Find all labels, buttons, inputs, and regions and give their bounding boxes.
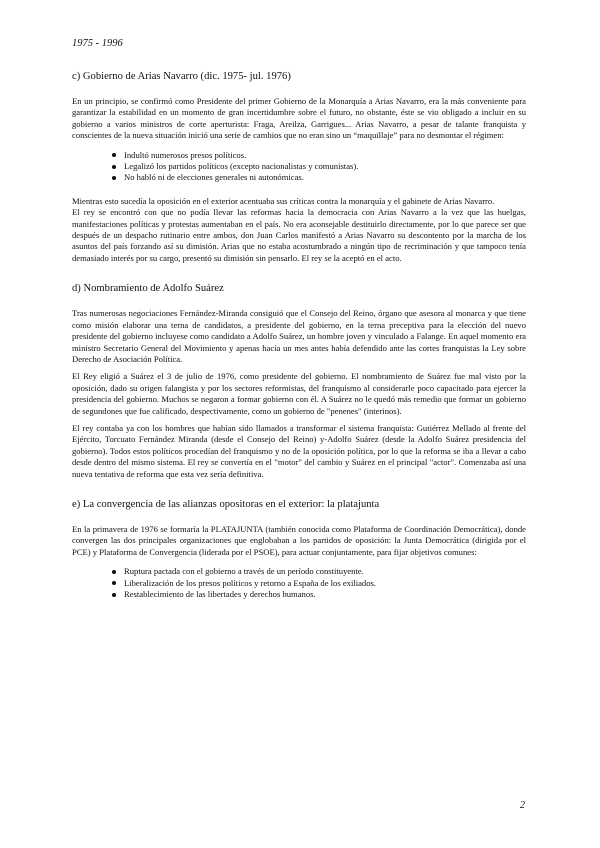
- list-item: No habló ni de elecciones generales ni autonómicas.: [112, 172, 526, 183]
- paragraph: Mientras esto sucedía la oposición en el exterior acentuaba sus críticas contra la monarquía y el gabinete de Arias Navarro.: [72, 195, 495, 206]
- list-item: Indultó numerosos presos políticos.: [112, 150, 526, 161]
- paragraph: En un principio, se confirmó como Presidente del primer Gobierno de la Monarquía a Arias Navarro, era la más conveniente para garantizar la estabilidad en un momento de gran incertidumbre sobre el futuro, no obstante, éste se vio obligado a incluir en su gobierno a varios ministros de corte aperturista: Fraga, Areilza, Garrigues... Arias Navarro, a pesar de talante franquista y conscientes de la nueva situación inició una serie de cambios que no eran sino un “maquillaje” para no desmontar el régimen:: [72, 96, 526, 141]
- list-item: Restablecimiento de las libertades y derechos humanos.: [112, 589, 526, 600]
- paragraph: Tras numerosas negociaciones Fernández-Miranda consiguió que el Consejo del Reino, órgano que asesora al monarca y que tiene como misión elaborar una terna de candidatos, a presidente del gobierno, en la terna preceptiva para la elección del nuevo presidente del gobierno incluyese como candidato a Adolfo Suárez, un hombre joven y vinculado a Falange. En aquel momento era ministro Secretario General del Movimiento y apenas hacía un mes antes había defendido ante las cortes franquistas la Ley sobre Derecho de Asociación Política.: [72, 308, 526, 364]
- list-item: Liberalización de los presos políticos y retorno a España de los exiliados.: [112, 578, 526, 589]
- paragraph: En la primavera de 1976 se formaría la PLATAJUNTA (también conocida como Plataforma de Coordinación Democrática), donde convergen las dos principales organizaciones que englobaban a los partidos de oposición: la Junta Democrática (dirigida por el PCE) y Plataforma de Convergencia (liderada por el PSOE), para actuar conjuntamente, para fijar objetivos comunes:: [72, 523, 526, 557]
- section-arias-navarro: [72, 70, 526, 264]
- section-heading: e) La convergencia de las alianzas opositoras en el exterior: la platajunta: [72, 498, 380, 510]
- list-item: Legalizó los partidos políticos (excepto nacionalistas y comunistas).: [112, 161, 526, 172]
- page-number: 2: [520, 800, 525, 811]
- bullet-list: [72, 150, 526, 184]
- bullet-list: [72, 566, 526, 600]
- document-body: [72, 70, 526, 612]
- page-header: 1975 - 1996: [72, 38, 123, 49]
- section-adolfo-suarez: [72, 282, 526, 480]
- paragraph: El rey se encontró con que no podía llevar las reformas hacia la democracia con Arias Navarro a la vez que las huelgas, manifestaciones políticas y protestas aumentaban en el país. No era aconsejable destituirlo directamente, por lo que parece ser que después de un despacho rutinario entre ambos, don Juan Carlos manifestó a Arias Navarro su descontento por la marcha de los asuntos del país forzando así su dimisión. Arias que no estaba acostumbrado a ningún tipo de recriminación y que tampoco tenía demasiado interés por su cargo, presentó su dimisión sin pensarlo. El rey se la aceptó en el acto.: [72, 207, 526, 263]
- paragraph: El rey contaba ya con los hombres que habían sido llamados a transformar el sistema franquista: Gutiérrez Mellado al frente del Ejército, Torcuato Fernández Miranda (desde el Consejo del Reino) y-Adolfo Suárez (desde la Adolfo Suárez presidencia del gobierno). Todos estos políticos procedían del franquismo y no de la oposición política, por lo que la reforma se iba a llevar a cabo desde dentro del mismo sistema. El rey se convertía en el "motor" del cambio y Suárez en el principal "actor". Comenzaba así una nueva tentativa de reforma que esta vez sería definitiva.: [72, 422, 526, 479]
- paragraph: El Rey eligió a Suárez el 3 de julio de 1976, como presidente del gobierno. El nombramiento de Suárez fue mal visto por la oposición, dado su origen falangista y por los sectores reformistas, del franquismo al considerarle poco capacitado para ejercer la presidencia del gobierno. Muchos se negaron a formar gobierno con él. A Suárez no le quedó más remedio que formar un gobierno de segundones que fue calificado, despectivamente, como un gobierno de "penenes" (interinos).: [72, 371, 526, 416]
- section-heading: c) Gobierno de Arias Navarro (dic. 1975- jul. 1976): [72, 71, 291, 82]
- section-heading: d) Nombramiento de Adolfo Suárez: [72, 283, 224, 295]
- list-item: Ruptura pactada con el gobierno a través de un período constituyente.: [112, 566, 526, 577]
- section-platajunta: [72, 498, 526, 600]
